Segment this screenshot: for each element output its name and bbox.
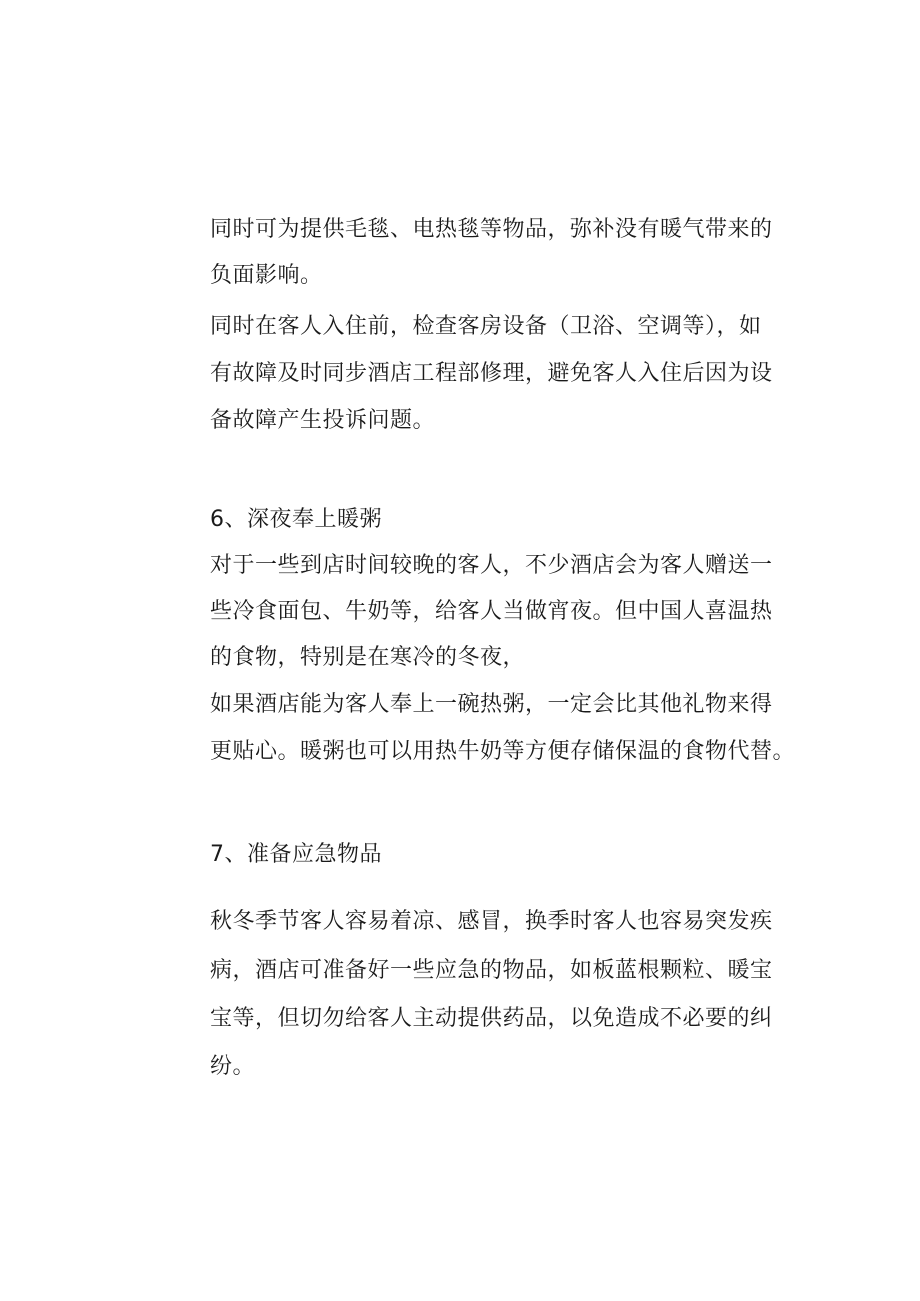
paragraph-line: 如果酒店能为客人奉上一碗热粥，一定会比其他礼物来得 [210, 692, 773, 717]
paragraph-line: 的食物，特别是在寒冷的冬夜， [210, 645, 526, 670]
paragraph-line: 宝等，但切勿给客人主动提供药品，以免造成不必要的纠 [210, 1006, 773, 1031]
paragraph-line: 病，酒店可准备好一些应急的物品，如板蓝根颗粒、暖宝 [210, 958, 773, 983]
paragraph-line: 秋冬季节客人容易着凉、感冒，换季时客人也容易突发疾 [210, 909, 773, 934]
paragraph-line: 同时可为提供毛毯、电热毯等物品，弥补没有暖气带来的 [210, 217, 773, 242]
paragraph-line: 些冷食面包、牛奶等，给客人当做宵夜。但中国人喜温热 [210, 599, 773, 624]
section-heading-7: 7、准备应急物品 [210, 842, 382, 867]
section-heading-6: 6、深夜奉上暖粥 [210, 507, 382, 532]
paragraph-line: 纷。 [210, 1054, 256, 1079]
paragraph-line: 有故障及时同步酒店工程部修理，避免客人入住后因为设 [210, 361, 773, 386]
paragraph-line: 同时在客人入住前，检查客房设备（卫浴、空调等），如 [210, 314, 762, 339]
paragraph-line: 备故障产生投诉问题。 [210, 408, 436, 433]
paragraph-line: 负面影响。 [210, 263, 323, 288]
paragraph-line: 更贴心。暖粥也可以用热牛奶等方便存储保温的食物代替。 [210, 739, 796, 764]
paragraph-line: 对于一些到店时间较晚的客人，不少酒店会为客人赠送一 [210, 553, 773, 578]
